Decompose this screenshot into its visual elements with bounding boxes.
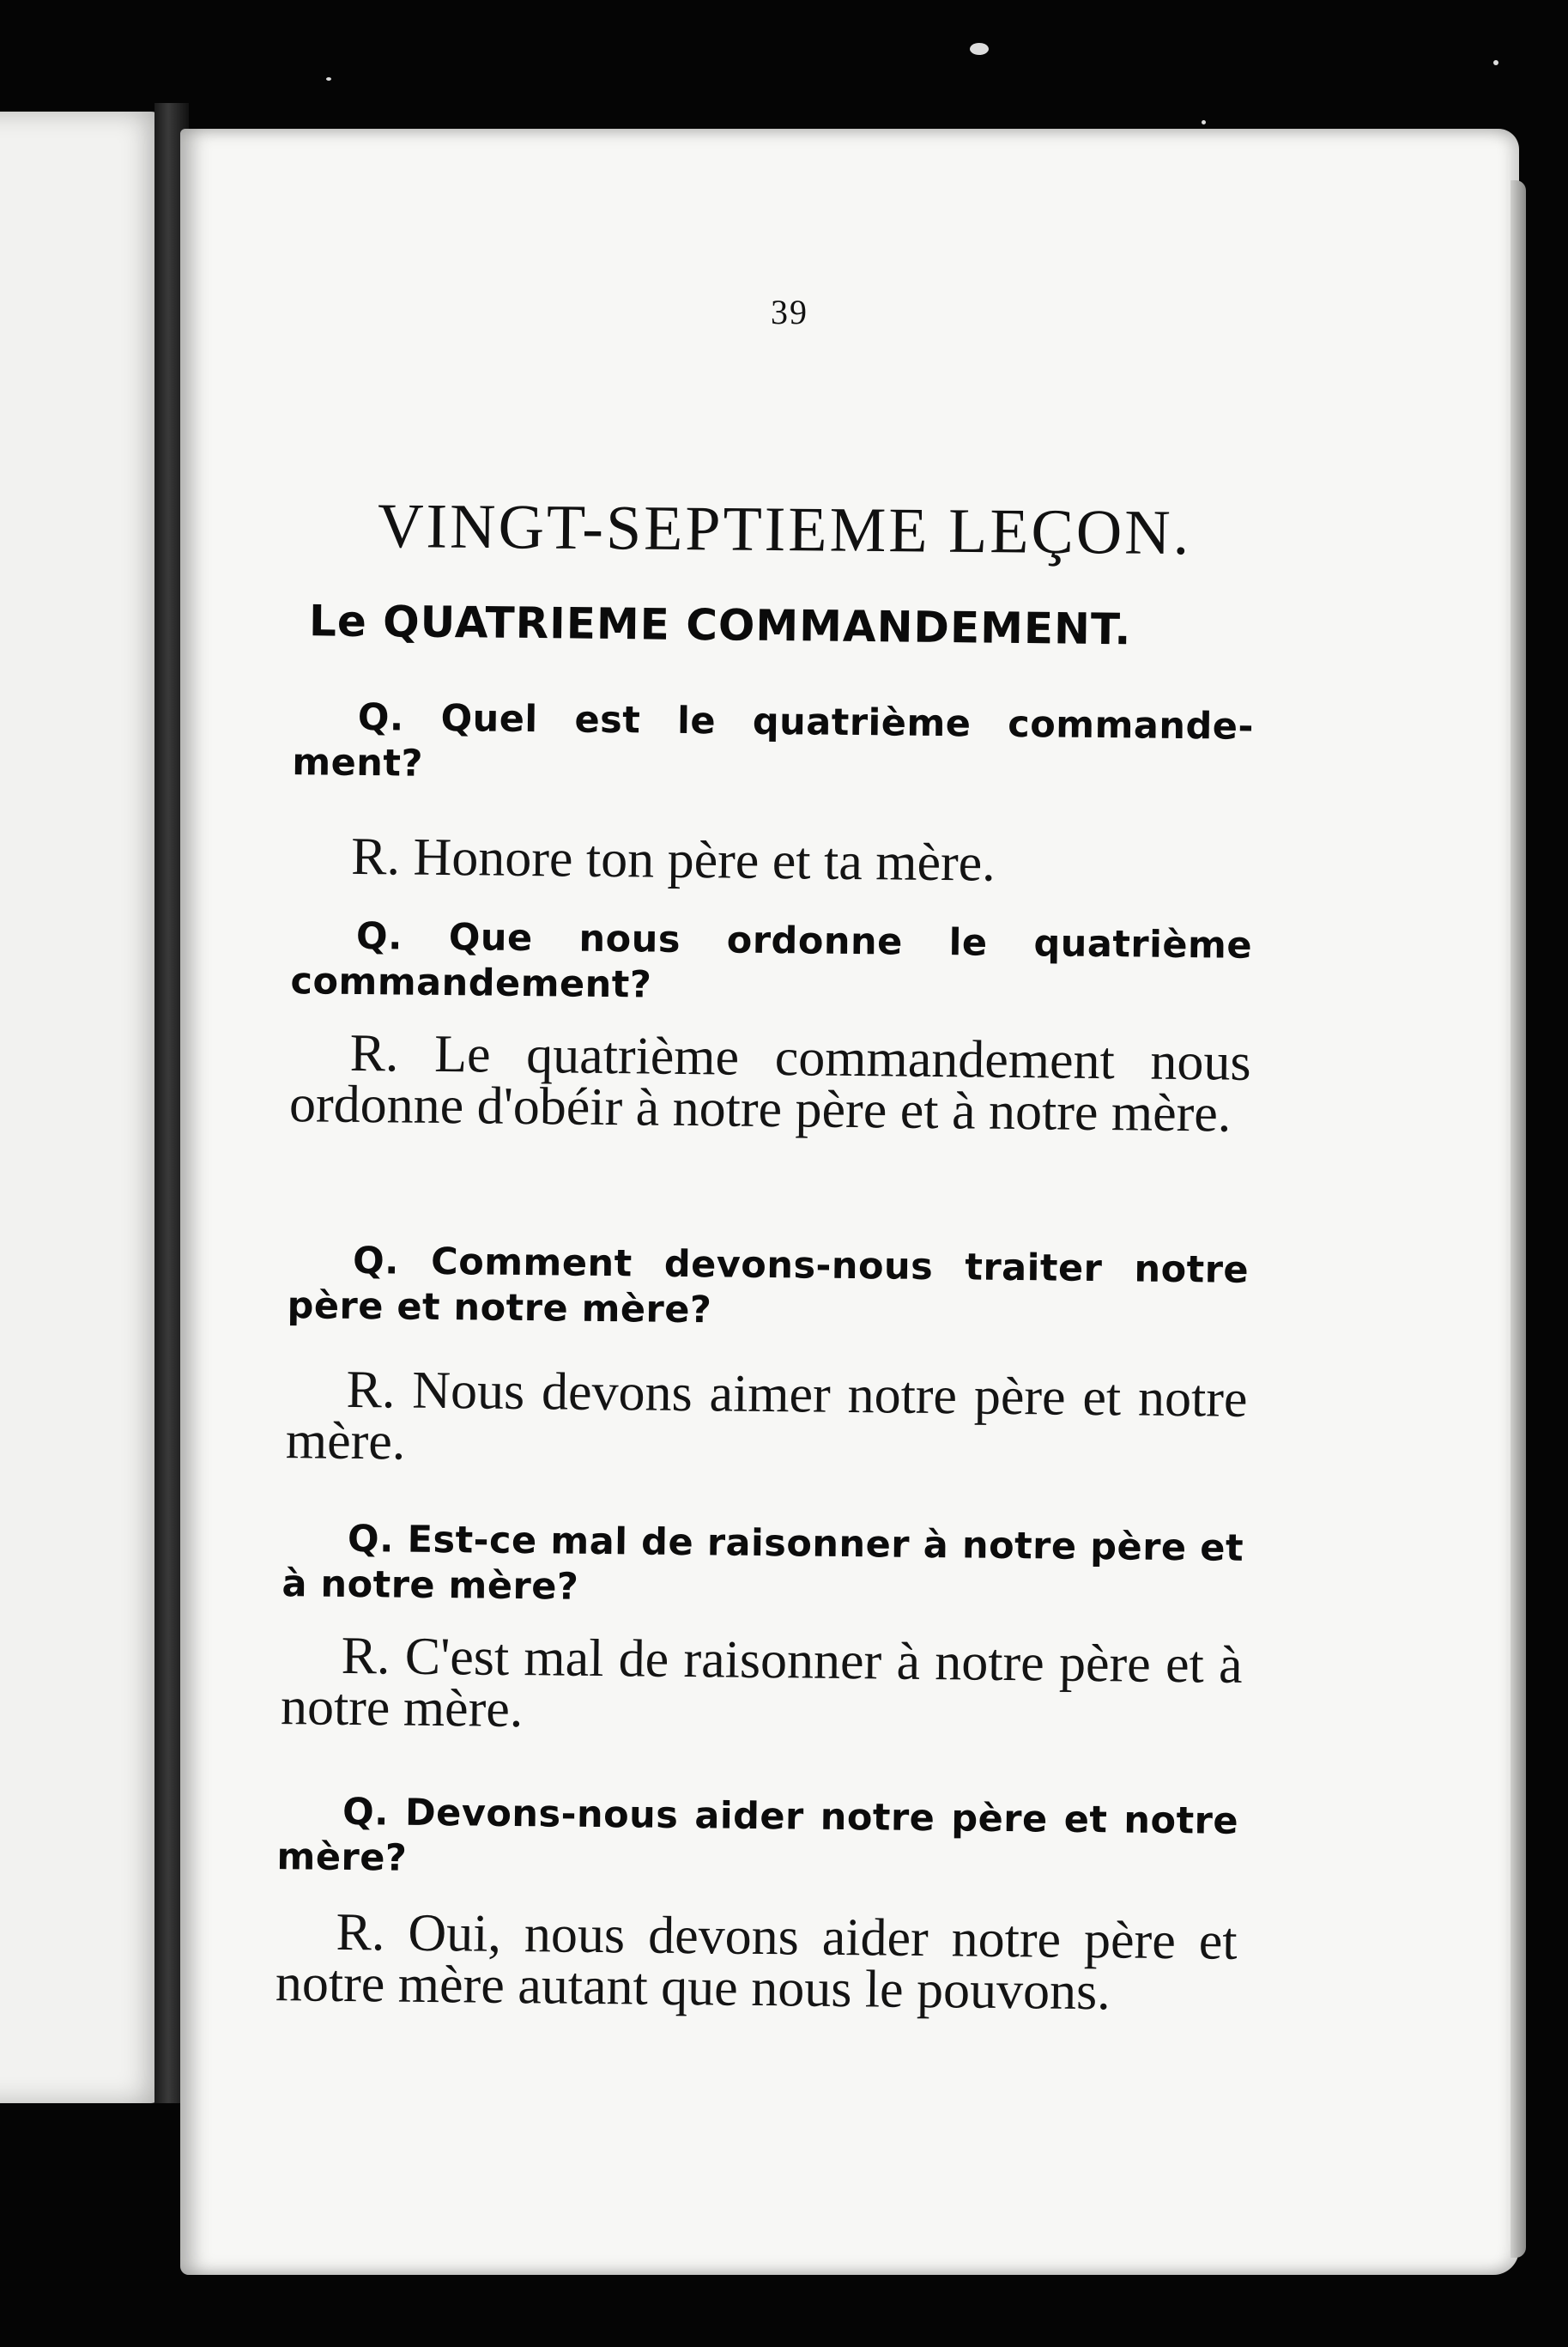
qa-block bbox=[288, 913, 1253, 1143]
question: Q. Est-ce mal de raisonner à notre père et à notre mère? bbox=[282, 1517, 1244, 1609]
qa-block bbox=[281, 1516, 1244, 1743]
answer: R. Le quatrième commandement nous ordonne d'obéir à notre père et à notre mère. bbox=[288, 1023, 1251, 1143]
previous-page-fragment bbox=[0, 112, 163, 2103]
question: Q. Que nous ordonne le quatrième commandement? bbox=[290, 914, 1253, 1007]
page-number: 39 bbox=[771, 293, 808, 331]
answer: R. Nous devons aimer notre père et notre mère. bbox=[285, 1360, 1248, 1471]
lesson-title: VINGT-SEPTIEME LEÇON. bbox=[377, 490, 1192, 569]
qa-block bbox=[286, 1238, 1250, 1477]
question: Q. Quel est le quatrième commande-ment? bbox=[292, 695, 1255, 785]
question: Q. Devons-nous aider notre père et notre mère? bbox=[276, 1790, 1239, 1880]
qa-block bbox=[275, 1789, 1239, 2022]
answer: R. Honore ton père et ta mère. bbox=[350, 827, 996, 893]
page-edge bbox=[1510, 180, 1526, 2258]
answer: R. Oui, nous devons aider notre père et notre mère autant que nous le pouvons. bbox=[275, 1902, 1238, 2022]
answer: R. C'est mal de raisonner à notre père et à notre mère. bbox=[280, 1626, 1243, 1739]
lesson-subtitle: Le QUATRIEME COMMANDEMENT. bbox=[308, 596, 1132, 655]
question: Q. Comment devons-nous traiter notre père et notre mère? bbox=[287, 1239, 1250, 1332]
qa-block bbox=[291, 694, 1254, 892]
